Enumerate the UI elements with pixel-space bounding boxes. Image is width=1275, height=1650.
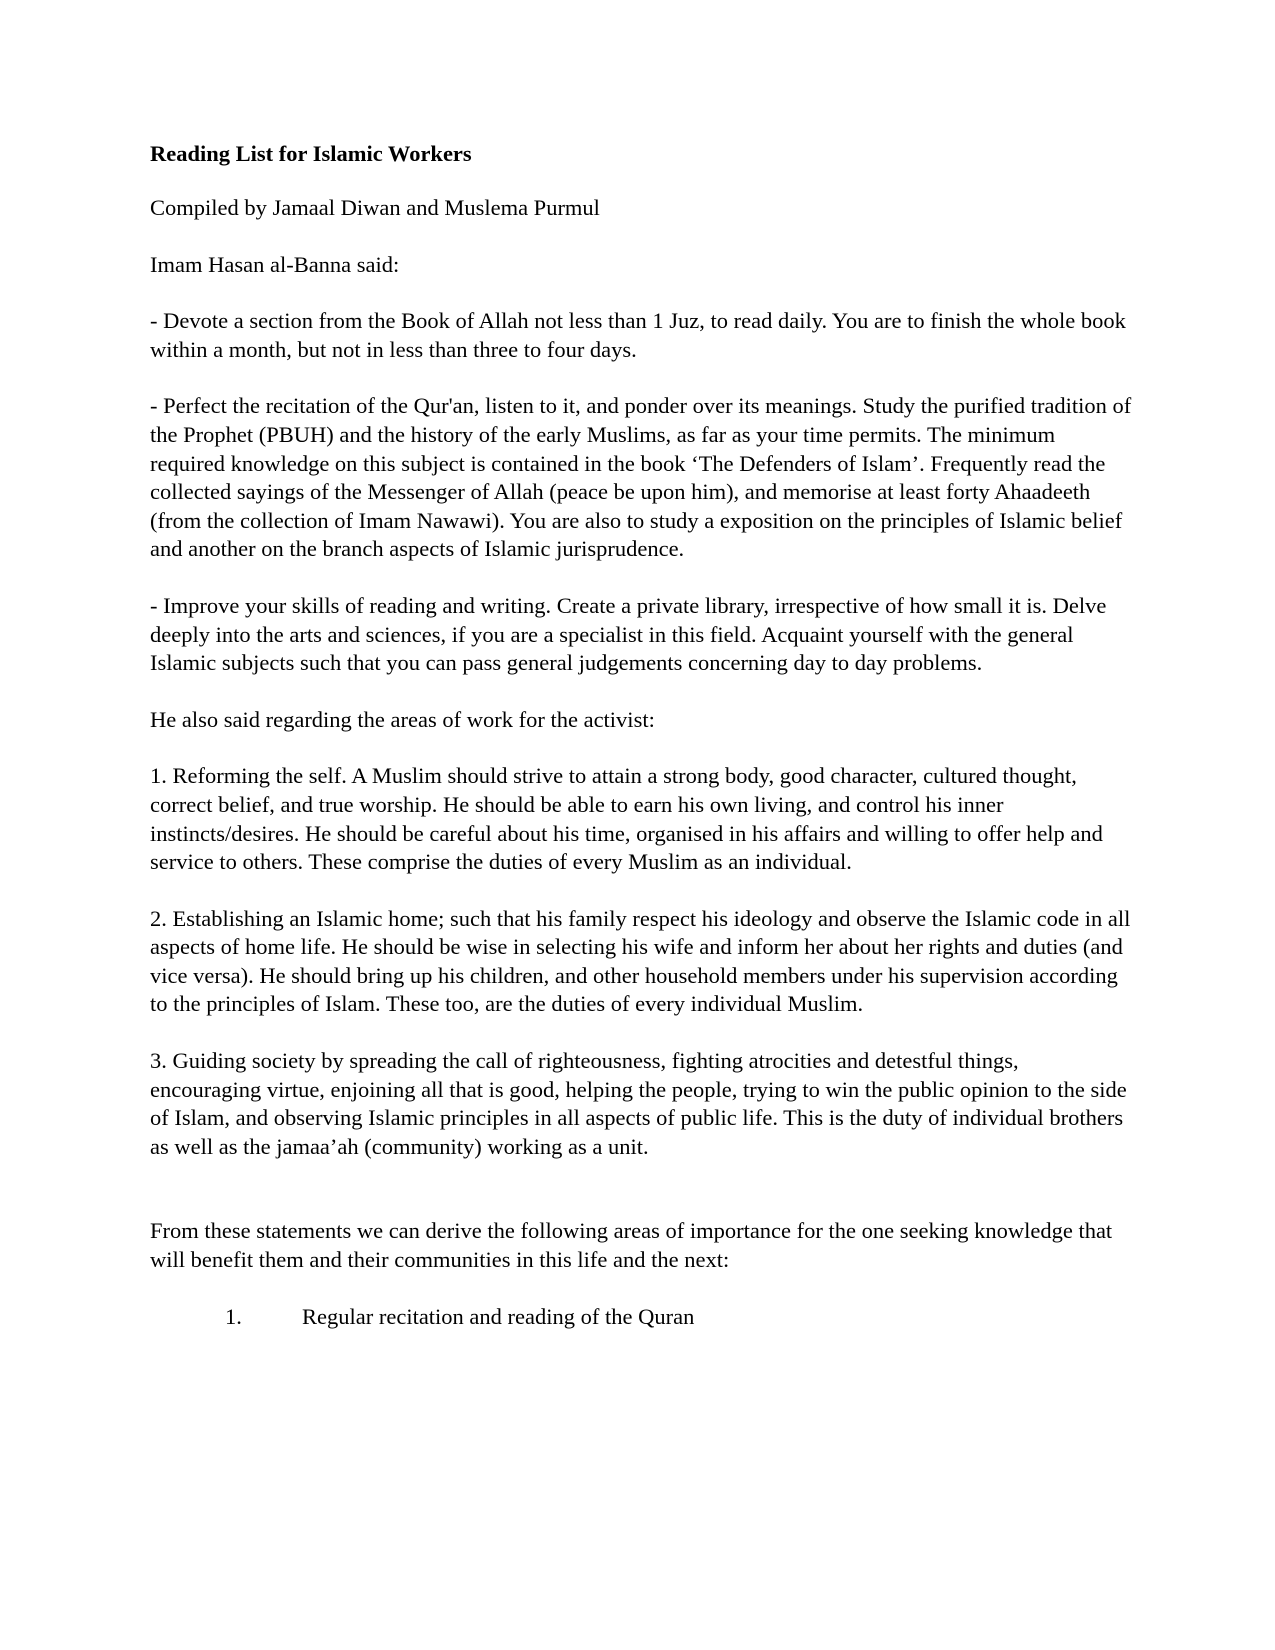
list-item-text: Regular recitation and reading of the Quran <box>302 1303 695 1329</box>
area-islamic-home: 2. Establishing an Islamic home; such that his family respect his ideology and observe the Islamic code in all aspects of home life. He should be wise in selecting his wife and inform her about her rights and duties (and vice versa). He should bring up his children, and other household members under his supervision according to the principles of Islam. These too, are the duties of every individual Muslim. <box>150 905 1131 1017</box>
paragraph-devote: - Devote a section from the Book of Allah not less than 1 Juz, to read daily. You are to finish the whole book within a month, but not in less than three to four days. <box>150 308 1126 362</box>
list-item <box>150 1303 1135 1332</box>
areas-intro: He also said regarding the areas of work for the activist: <box>150 706 655 732</box>
byline: Compiled by Jamaal Diwan and Muslema Purmul <box>150 195 600 220</box>
intro-text: Imam Hasan al-Banna said: <box>150 251 400 277</box>
area-reforming-self: 1. Reforming the self. A Muslim should strive to attain a strong body, good character, cultured thought, correct belief, and true worship. He should be able to earn his own living, and control his inner instincts/desires. He should be careful about his time, organised in his affairs and willing to offer help and service to others. These comprise the duties of every Muslim as an individual. <box>150 763 1103 875</box>
document-page <box>150 140 1135 1331</box>
paragraph-recitation: - Perfect the recitation of the Qur'an, listen to it, and ponder over its meanings. Study the purified tradition of the Prophet (PBUH) and the history of the early Muslims, as far as your time permits. The minimum required knowledge on this subject is contained in the book ‘The Defenders of Islam’. Frequently read the collected sayings of the Messenger of Allah (peace be upon him), and memorise at least forty Ahaadeeth (from the collection of Imam Nawawi). You are also to study a exposition on the principles of Islamic belief and another on the branch aspects of Islamic jurisprudence. <box>150 393 1132 562</box>
document-title: Reading List for Islamic Workers <box>150 141 472 166</box>
paragraph-skills: - Improve your skills of reading and writing. Create a private library, irrespective of how small it is. Delve deeply into the arts and sciences, if you are a specialist in this field. Acquaint yourself with the general Islamic subjects such that you can pass general judgements concerning day to day problems. <box>150 592 1107 676</box>
conclusion-text: From these statements we can derive the following areas of importance for the one seeking knowledge that will benefit them and their communities in this life and the next: <box>150 1218 1113 1273</box>
list-item-number: 1. <box>225 1303 242 1329</box>
area-guiding-society: 3. Guiding society by spreading the call of righteousness, fighting atrocities and detestful things, encouraging virtue, enjoining all that is good, helping the people, trying to win the public opinion to the side of Islam, and observing Islamic principles in all aspects of public life. This is the duty of individual brothers as well as the jamaa’ah (community) working as a unit. <box>150 1048 1127 1159</box>
